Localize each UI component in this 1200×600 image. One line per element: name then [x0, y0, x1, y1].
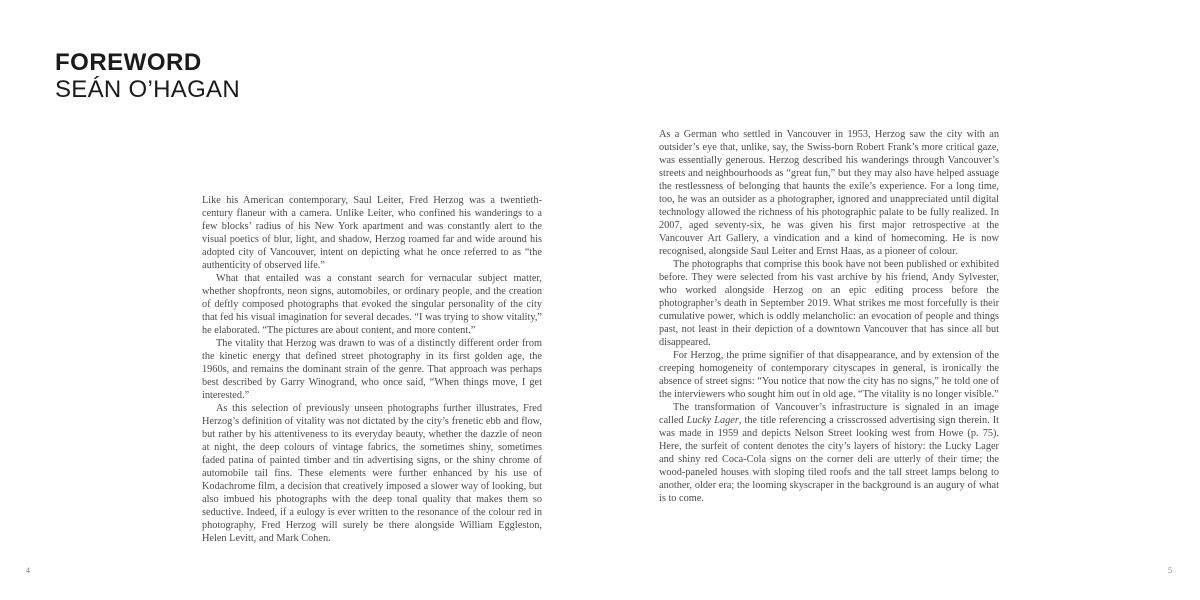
artwork-title: Lucky Lager [686, 415, 739, 426]
paragraph: The photographs that comprise this book have not been published or exhibited before. They were selected from his vast archive by his friend, Andy Sylvester, who worked alongside Herzog on an epic editing process before the photographer’s death in September 2019. What strikes me most forcefully is their cumulative power, which is oddly melancholic: an evocation of people and things past, not least in their depiction of a downtown Vancouver that has since all but disappeared. [659, 259, 999, 348]
paragraph: As this selection of previously unseen photographs further illustrates, Fred Herzog’s definition of vitality was not dictated by the city’s frenetic ebb and flow, but rather by his attentiveness to its everyday beauty, whether the dazzle of neon at night, the deep colours of vintage fabrics, the sometimes shiny, sometimes faded patina of painted timber and tin advertising signs, or the shiny chrome of automobile tail fins. These elements were further enhanced by his use of Kodachrome film, a decision that creatively imposed a slower way of looking, but also imbued his photographs with the deep tonal quality that makes them so seductive. Indeed, if a eulogy is ever written to the resonance of the colour red in photography, Fred Herzog will surely be there alongside William Eggleston, Helen Levitt, and Mark Cohen. [202, 403, 542, 544]
paragraph: For Herzog, the prime signifier of that disappearance, and by extension of the creeping homogeneity of contemporary cityscapes in general, is ironically the absence of street signs: “You notice that now the city has no signs,” he told one of the interviewers who sought him out in old age. “The vitality is no longer visible.” [659, 350, 999, 400]
paragraph: As a German who settled in Vancouver in 1953, Herzog saw the city with an outsider’s eye that, unlike, say, the Swiss-born Robert Frank’s more critical gaze, was essentially generous. Herzog described his wanderings through Vancouver’s streets and neighbourhoods as “great fun,” but they may also have helped assuage the restlessness of belonging that haunts the exile’s experience. For a long time, too, he was an outsider as a photographer, ignored and unappreciated until digital technology allowed the richness of his photographic palate to be fully realized. In 2007, aged seventy-six, he was given his first major retrospective at the Vancouver Art Gallery, a vindication and a kind of homecoming. He is now recognised, alongside Saul Leiter and Ernst Haas, as a pioneer of colour. [659, 129, 999, 257]
paragraph: What that entailed was a constant search for vernacular subject matter, whether shopfronts, neon signs, automobiles, or ordinary people, and the creation of deftly composed photographs that evoked the singular personality of the city that fed his visual imagination for several decades. “I was trying to show vitality,” he elaborated. “The pictures are about content, and more content.” [202, 273, 542, 336]
left-text-column [202, 194, 542, 545]
paragraph [659, 401, 999, 505]
paragraph: Like his American contemporary, Saul Leiter, Fred Herzog was a twentieth-century flaneur with a camera. Unlike Leiter, who confined his wanderings to a few blocks’ radius of his New York apartment and was constantly alert to the visual poetics of blur, light, and shadow, Herzog roamed far and wide around his adopted city of Vancouver, intent on depicting what he once referred to as “the authenticity of observed life.” [202, 195, 542, 271]
paragraph-text: , the title referencing a crisscrossed advertising sign therein. It was made in 1959 and depicts Nelson Street looking west from Howe (p. 75). Here, the surfeit of content denotes the city’s layers of history: the Lucky Lager and shiny red Coca-Cola signs on the corner deli are utterly of their time; the wood-paneled houses with sloping tiled roofs and the tall street lamps belong to another, older era; the looming skyscraper in the background is an augury of what is to come. [659, 415, 1000, 504]
chapter-author: SEÁN O’HAGAN [55, 76, 240, 103]
page-number-right: 5 [1168, 566, 1172, 575]
paragraph: The vitality that Herzog was drawn to was of a distinctly different order from the kinetic energy that defined street photography in its first golden age, the 1960s, and remains the dominant strain of the genre. That approach was perhaps best described by Garry Winogrand, who once said, “When things move, I get interested.” [202, 338, 542, 401]
chapter-title: FOREWORD [55, 49, 202, 76]
paragraph-text: The transformation of Vancouver’s infrastructure is signaled in an image called [659, 402, 999, 426]
right-text-column [659, 128, 999, 505]
page-number-left: 4 [26, 566, 30, 575]
chapter-heading [55, 50, 240, 104]
